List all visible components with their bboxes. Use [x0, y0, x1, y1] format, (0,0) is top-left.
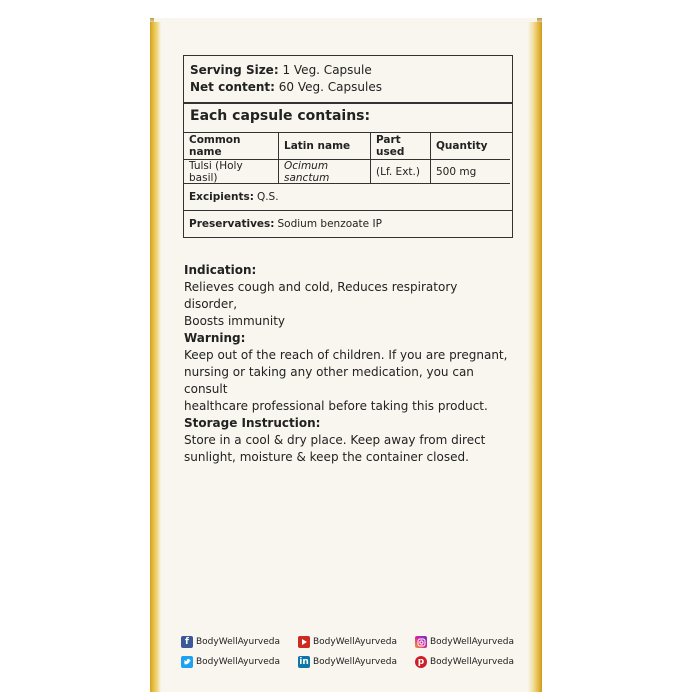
social-handle: BodyWellAyurveda: [196, 657, 280, 667]
column-header-latin-name: Latin name: [279, 133, 371, 160]
instagram-icon: [415, 636, 427, 648]
table-cell-quantity: 500 mg: [431, 160, 510, 184]
ingredient-grid: [184, 133, 512, 184]
preservatives-row: [184, 211, 512, 237]
serving-size-label: Serving Size:: [190, 63, 279, 77]
table-cell-common-name: Tulsi (Holy basil): [184, 160, 279, 184]
table-cell-part-used: (Lf. Ext.): [371, 160, 431, 184]
column-header-common-name: Common name: [184, 133, 279, 160]
excipients-label: Excipients:: [189, 191, 254, 203]
social-facebook[interactable]: [181, 636, 298, 648]
warning-line: Keep out of the reach of children. If you are pregnant,: [184, 348, 508, 362]
social-youtube[interactable]: [298, 636, 415, 648]
preservatives-value: Sodium benzoate IP: [277, 218, 382, 230]
serving-info: [184, 56, 512, 104]
column-header-part-used: Part used: [371, 133, 431, 160]
social-handle: BodyWellAyurveda: [313, 657, 397, 667]
indication-line: Boosts immunity: [184, 314, 286, 328]
warning-title: Warning:: [184, 331, 246, 345]
preservatives-label: Preservatives:: [189, 218, 275, 230]
indication-title: Indication:: [184, 263, 257, 277]
serving-size-value: 1 Veg. Capsule: [282, 63, 372, 77]
net-content-row: [190, 79, 506, 96]
youtube-icon: [298, 636, 310, 648]
excipients-value: Q.S.: [256, 191, 279, 203]
serving-size-row: [190, 62, 506, 79]
warning-line: nursing or taking any other medication, you can consult: [184, 365, 474, 396]
twitter-icon: [181, 656, 193, 668]
social-handle: BodyWellAyurveda: [313, 637, 397, 647]
warning-section: [184, 330, 514, 415]
storage-section: [184, 415, 514, 466]
storage-line: Store in a cool & dry place. Keep away from direct: [184, 433, 486, 447]
linkedin-icon: in: [299, 657, 309, 667]
column-header-quantity: Quantity: [431, 133, 510, 160]
social-linkedin[interactable]: [298, 656, 415, 668]
warning-line: healthcare professional before taking this product.: [184, 399, 488, 413]
social-handle: BodyWellAyurveda: [430, 637, 514, 647]
social-pinterest[interactable]: [415, 656, 514, 668]
indication-line: Relieves cough and cold, Reduces respiratory disorder,: [184, 280, 458, 311]
social-handles: [181, 636, 514, 668]
social-twitter[interactable]: [181, 656, 298, 668]
supplement-facts-table: [183, 55, 513, 238]
storage-line: sunlight, moisture & keep the container closed.: [184, 450, 469, 464]
net-content-label: Net content:: [190, 80, 275, 94]
storage-title: Storage Instruction:: [184, 416, 321, 430]
excipients-row: [184, 184, 512, 211]
pinterest-icon: p: [415, 656, 427, 668]
indication-section: [184, 262, 514, 330]
social-handle: BodyWellAyurveda: [196, 637, 280, 647]
social-handle: BodyWellAyurveda: [430, 657, 514, 667]
facebook-icon: f: [181, 636, 193, 648]
social-instagram[interactable]: [415, 636, 514, 648]
net-content-value: 60 Veg. Capsules: [278, 80, 382, 94]
box-left-edge: [150, 22, 161, 692]
table-cell-latin-name: Ocimum sanctum: [279, 160, 371, 184]
box-right-edge: [528, 22, 542, 692]
contains-heading: Each capsule contains:: [184, 104, 512, 133]
